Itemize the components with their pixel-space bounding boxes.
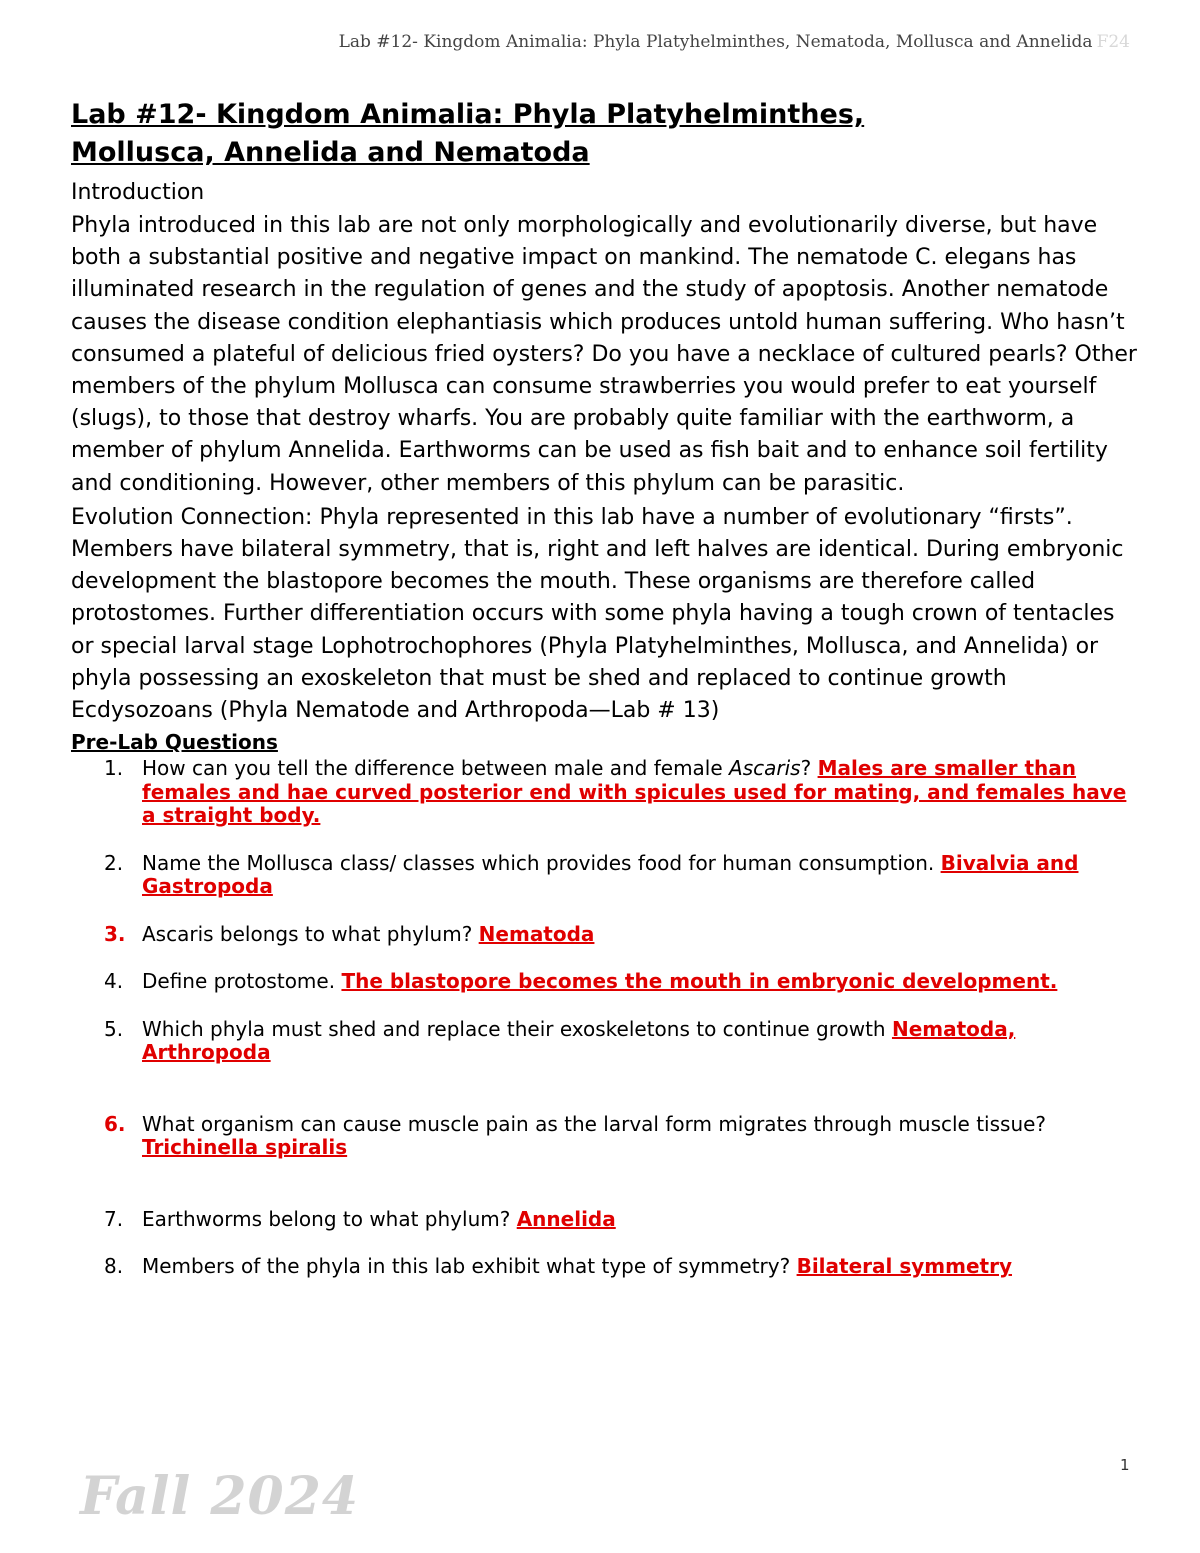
answer-text: Trichinella spiralis [142,1135,348,1160]
page-title [71,96,1141,172]
question-number: 1. [104,756,124,781]
watermark: Fall 2024 [80,1466,360,1527]
question-number: 7. [104,1206,124,1231]
page-title-line-1: Lab #12- Kingdom Animalia: Phyla Platyhelminthes, [71,99,865,130]
question-number: 3. [104,921,126,946]
introduction-paragraph: Phyla introduced in this lab are not only morphologically and evolutionarily diverse, but have both a substantial positive and negative impact on mankind. The nematode C. elegans has illuminated research in the regulation of genes and the study of apoptosis. Another nematode causes the disease condition elephantiasis which produces untold human suffering. Who hasn’t consumed a plateful of delicious fried oysters? Do you have a necklace of cultured pearls? Other members of the phylum Mollusca can consume strawberries you would prefer to eat yourself (slugs), to those that destroy wharfs. You are probably quite familiar with the earthworm, a member of phylum Annelida. Earthworms can be used as fish bait and to enhance soil fertility and conditioning. However, other members of this phylum can be parasitic. [71,213,1137,496]
evolution-connection-paragraph: Evolution Connection: Phyla represented in this lab have a number of evolutionary “firsts”. Members have bilateral symmetry, that is, right and left halves are identical. During embryonic development the blastopore becomes the mouth. These organisms are therefore called protostomes. Further differentiation occurs with some phyla having a tough crown of tentacles or special larval stage Lophotrochophores (Phyla Platyhelminthes, Mollusca, and Annelida) or phyla possessing an exoskeleton that must be shed and replaced to continue growth Ecdysozoans (Phyla Nematode and Arthropoda—Lab # 13) [71,504,1124,724]
question-text: What organism can cause muscle pain as the larval form migrates through muscle tissue? [142,1111,1047,1136]
question-text-end: ? [800,756,818,781]
question-item [71,1113,1141,1160]
question-item [71,852,1141,899]
question-item [71,1255,1141,1279]
question-text: Define protostome. [142,969,342,994]
answer-text: Nematoda, Arthropoda [142,1016,1016,1065]
running-header [339,32,1130,52]
question-text: How can you tell the difference between male and female [142,756,730,781]
question-number: 4. [104,969,124,994]
question-item [71,757,1141,828]
document-body [71,96,1141,1279]
question-item [71,1208,1141,1232]
answer-text: Bivalvia and Gastropoda [142,850,1079,899]
question-text: Ascaris belongs to what phylum? [142,921,479,946]
question-number: 5. [104,1016,124,1041]
question-item [71,923,1141,947]
question-number: 8. [104,1254,124,1279]
answer-text: Nematoda [478,921,595,946]
prelab-heading: Pre-Lab Questions [71,730,278,755]
running-header-suffix: F24 [1096,32,1130,52]
answer-text: The blastopore becomes the mouth in embryonic development. [341,969,1058,994]
question-item [71,1018,1141,1065]
question-text-italic: Ascaris [729,756,801,781]
question-number: 2. [104,850,124,875]
answer-text: Annelida [516,1206,616,1231]
running-header-title: Lab #12- Kingdom Animalia: Phyla Platyhelminthes, Nematoda, Mollusca and Annelida [338,32,1093,52]
question-text: Members of the phyla in this lab exhibit what type of symmetry? [142,1254,797,1279]
introduction-heading: Introduction [71,180,205,205]
question-item [71,970,1141,994]
question-text: Earthworms belong to what phylum? [142,1206,517,1231]
question-text: Name the Mollusca class/ classes which provides food for human consumption. [142,850,941,875]
question-number: 6. [104,1111,126,1136]
question-text: Which phyla must shed and replace their exoskeletons to continue growth [142,1016,892,1041]
prelab-question-list [71,757,1141,1279]
answer-text: Males are smaller than females and hae curved posterior end with spicules used for mating, and females have a straight body. [142,756,1127,828]
answer-text: Bilateral symmetry [796,1254,1012,1279]
page-number: 1 [1120,1456,1130,1474]
page-title-line-2: Mollusca, Annelida and Nematoda [71,137,590,168]
